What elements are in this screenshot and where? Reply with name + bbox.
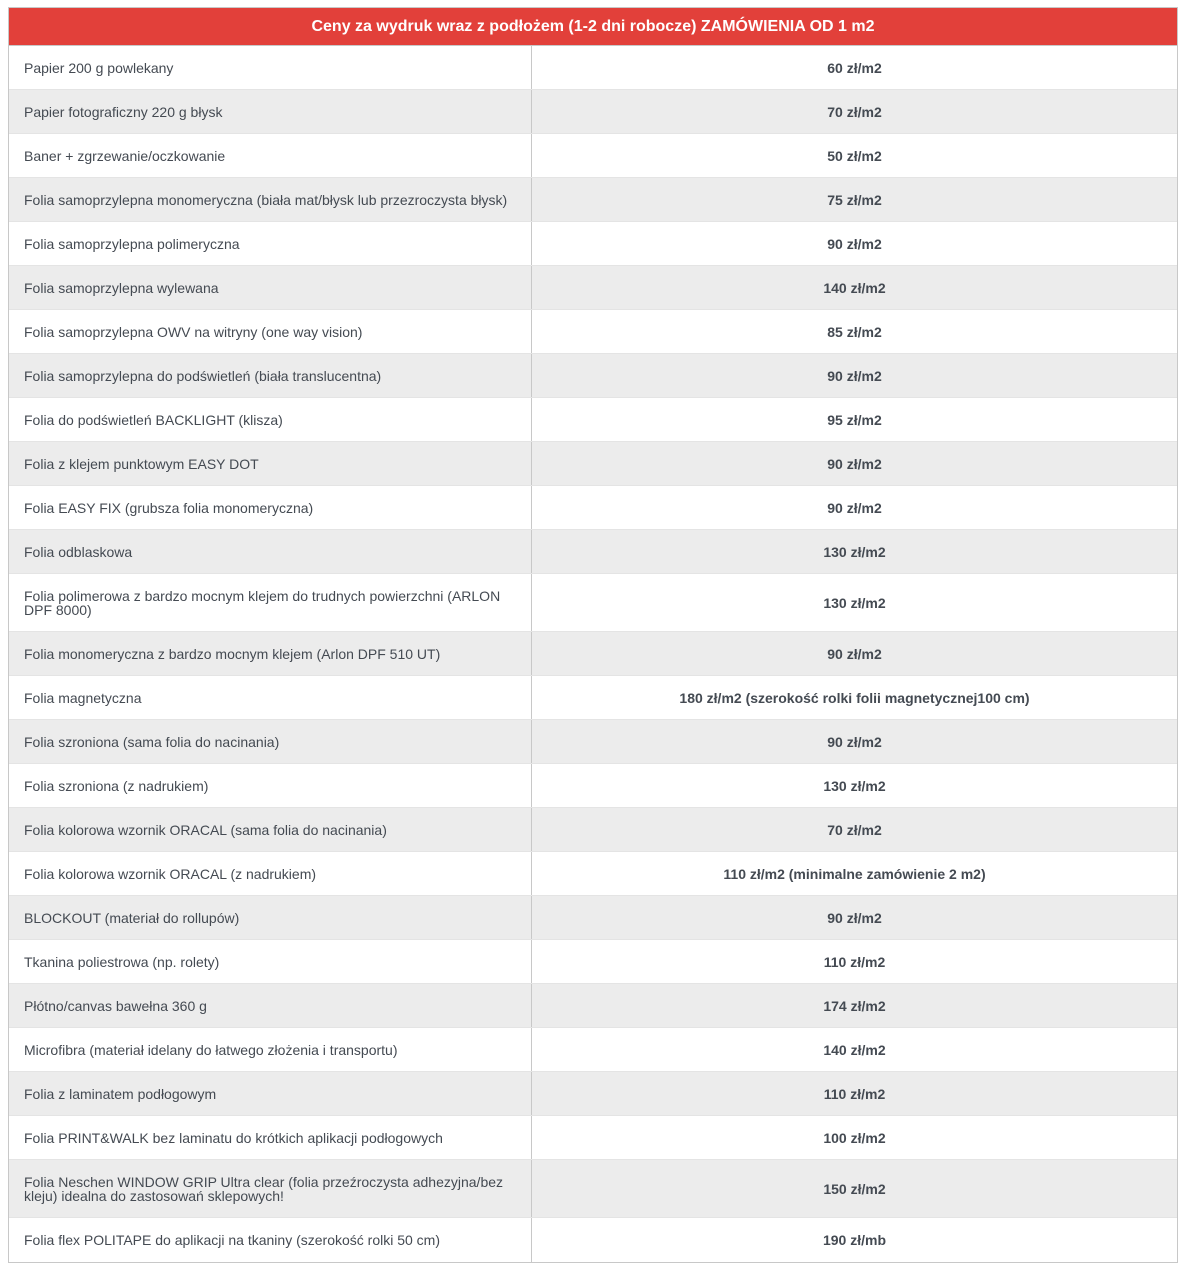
table-row xyxy=(9,1028,1177,1072)
material-name-cell: BLOCKOUT (materiał do rollupów) xyxy=(9,896,532,939)
material-name-cell: Microfibra (materiał idelany do łatwego złożenia i transportu) xyxy=(9,1028,532,1071)
price-cell: 130 zł/m2 xyxy=(823,594,886,611)
price-cell: 60 zł/m2 xyxy=(827,59,882,76)
material-name-cell: Folia kolorowa wzornik ORACAL (z nadrukiem) xyxy=(9,852,532,895)
table-row xyxy=(9,442,1177,486)
price-table xyxy=(8,7,1178,1263)
table-row xyxy=(9,852,1177,896)
price-cell: 100 zł/m2 xyxy=(823,1129,886,1146)
table-row xyxy=(9,46,1177,90)
price-cell: 110 zł/m2 xyxy=(823,953,886,970)
material-name-cell: Papier 200 g powlekany xyxy=(9,46,532,89)
price-cell: 90 zł/m2 xyxy=(827,733,882,750)
price-cell: 110 zł/m2 xyxy=(823,1085,886,1102)
table-row xyxy=(9,808,1177,852)
price-cell: 85 zł/m2 xyxy=(827,323,882,340)
material-name-cell: Folia monomeryczna z bardzo mocnym klejem (Arlon DPF 510 UT) xyxy=(9,632,532,675)
material-name-cell: Folia PRINT&WALK bez laminatu do krótkich aplikacji podłogowych xyxy=(9,1116,532,1159)
price-cell: 90 zł/m2 xyxy=(827,235,882,252)
material-name-cell: Folia Neschen WINDOW GRIP Ultra clear (folia przeźroczysta adhezyjna/bez kleju) idealna do zastosowań sklepowych! xyxy=(9,1160,532,1217)
table-row xyxy=(9,1116,1177,1160)
price-cell: 90 zł/m2 xyxy=(827,499,882,516)
material-name-cell: Baner + zgrzewanie/oczkowanie xyxy=(9,134,532,177)
price-cell: 190 zł/mb xyxy=(822,1232,887,1248)
material-name-cell: Folia magnetyczna xyxy=(9,676,532,719)
material-name-cell: Folia samoprzylepna do podświetleń (biała translucentna) xyxy=(9,354,532,397)
price-cell: 180 zł/m2 (szerokość rolki folii magnetycznej100 cm) xyxy=(679,689,1030,706)
material-name-cell: Folia samoprzylepna OWV na witryny (one way vision) xyxy=(9,310,532,353)
price-cell: 140 zł/m2 xyxy=(823,1041,886,1058)
table-row xyxy=(9,90,1177,134)
price-cell: 70 zł/m2 xyxy=(827,821,882,838)
price-cell: 174 zł/m2 xyxy=(823,997,886,1014)
price-cell: 90 zł/m2 xyxy=(827,367,882,384)
table-row xyxy=(9,676,1177,720)
material-name-cell: Folia kolorowa wzornik ORACAL (sama folia do nacinania) xyxy=(9,808,532,851)
price-cell: 130 zł/m2 xyxy=(823,777,886,794)
material-name-cell: Folia do podświetleń BACKLIGHT (klisza) xyxy=(9,398,532,441)
table-row xyxy=(9,530,1177,574)
table-title: Ceny za wydruk wraz z podłożem (1-2 dni robocze) ZAMÓWIENIA OD 1 m2 xyxy=(9,8,1177,46)
table-row xyxy=(9,1072,1177,1116)
table-row xyxy=(9,984,1177,1028)
material-name-cell: Folia z laminatem podłogowym xyxy=(9,1072,532,1115)
table-row xyxy=(9,266,1177,310)
table-row xyxy=(9,896,1177,940)
price-cell: 95 zł/m2 xyxy=(827,411,882,428)
table-row xyxy=(9,354,1177,398)
material-name-cell: Folia samoprzylepna polimeryczna xyxy=(9,222,532,265)
table-row xyxy=(9,940,1177,984)
material-name-cell: Folia odblaskowa xyxy=(9,530,532,573)
material-name-cell: Folia flex POLITAPE do aplikacji na tkaniny (szerokość rolki 50 cm) xyxy=(9,1218,532,1262)
price-cell: 50 zł/m2 xyxy=(827,147,882,164)
price-cell: 110 zł/m2 (minimalne zamówienie 2 m2) xyxy=(723,865,986,882)
price-cell: 150 zł/m2 xyxy=(823,1180,886,1197)
material-name-cell: Płótno/canvas bawełna 360 g xyxy=(9,984,532,1027)
material-name-cell: Folia polimerowa z bardzo mocnym klejem do trudnych powierzchni (ARLON DPF 8000) xyxy=(9,574,532,631)
material-name-cell: Folia szroniona (sama folia do nacinania) xyxy=(9,720,532,763)
material-name-cell: Tkanina poliestrowa (np. rolety) xyxy=(9,940,532,983)
material-name-cell: Folia z klejem punktowym EASY DOT xyxy=(9,442,532,485)
table-row xyxy=(9,486,1177,530)
material-name-cell: Folia szroniona (z nadrukiem) xyxy=(9,764,532,807)
price-cell: 90 zł/m2 xyxy=(827,645,882,662)
price-cell: 75 zł/m2 xyxy=(827,191,882,208)
table-row xyxy=(9,222,1177,266)
material-name-cell: Folia samoprzylepna monomeryczna (biała mat/błysk lub przezroczysta błysk) xyxy=(9,178,532,221)
table-row xyxy=(9,1160,1177,1218)
table-row xyxy=(9,310,1177,354)
price-cell: 130 zł/m2 xyxy=(823,543,886,560)
table-row xyxy=(9,398,1177,442)
table-row xyxy=(9,764,1177,808)
table-body xyxy=(9,46,1177,1262)
table-row xyxy=(9,1218,1177,1262)
table-row xyxy=(9,134,1177,178)
price-cell: 140 zł/m2 xyxy=(823,279,886,296)
price-cell: 70 zł/m2 xyxy=(827,103,882,120)
table-row xyxy=(9,574,1177,632)
table-row xyxy=(9,720,1177,764)
price-cell: 90 zł/m2 xyxy=(827,455,882,472)
material-name-cell: Folia samoprzylepna wylewana xyxy=(9,266,532,309)
price-cell: 90 zł/m2 xyxy=(827,909,882,926)
material-name-cell: Papier fotograficzny 220 g błysk xyxy=(9,90,532,133)
material-name-cell: Folia EASY FIX (grubsza folia monomeryczna) xyxy=(9,486,532,529)
table-row xyxy=(9,632,1177,676)
table-row xyxy=(9,178,1177,222)
